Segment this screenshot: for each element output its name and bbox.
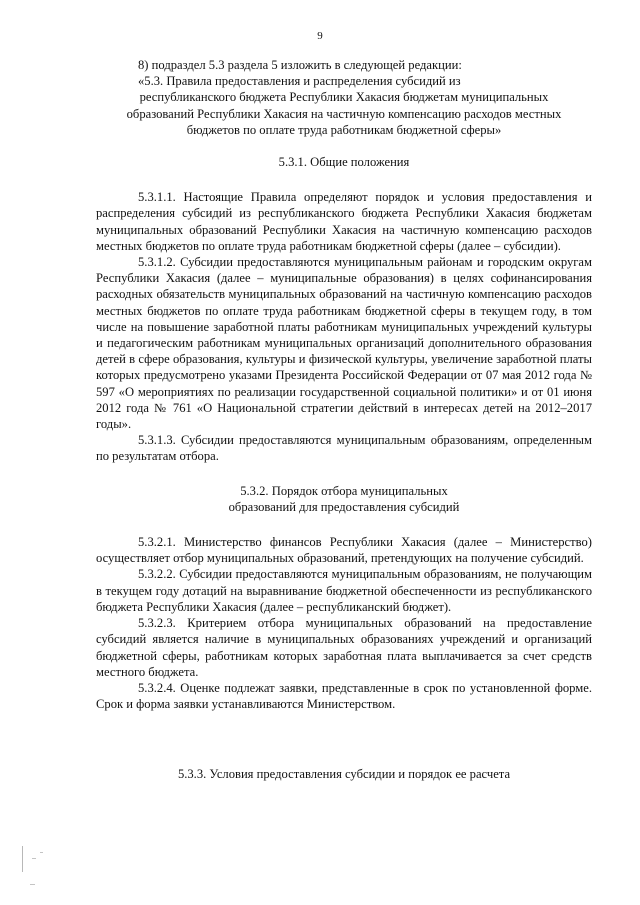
- paragraph-5321: 5.3.2.1. Министерство финансов Республики Хакасия (далее – Министерство) осуществляет отбор муниципальных образований, претендующих на получение субсидий.: [96, 535, 592, 566]
- rules-title-line-4: бюджетов по оплате труда работникам бюджетной сферы»: [186, 122, 502, 137]
- scan-artifact: [22, 846, 33, 872]
- paragraph-5324: 5.3.2.4. Оценке подлежат заявки, представленные в срок по установленной форме. Срок и форма заявки устанавливаются Министерством.: [96, 680, 592, 712]
- scan-artifact-dot: [32, 858, 36, 859]
- section-533-title: 5.3.3. Условия предоставления субсидии и порядок ее расчета: [177, 767, 511, 782]
- paragraph-5323: 5.3.2.3. Критерием отбора муниципальных образований на предоставление субсидий является наличие в муниципальных образованиях учреждений и организаций бюджетной сферы, работникам которых заработная плата выплачивается за счет средств местного бюджета.: [96, 616, 592, 679]
- section-532-title-line-2: образований для предоставления субсидий: [228, 499, 460, 514]
- rules-title-line-2: республиканского бюджета Республики Хакасия бюджетам муниципальных: [139, 90, 549, 105]
- rules-title-line-1: «5.3. Правила предоставления и распределения субсидий из: [138, 74, 461, 89]
- paragraph-5313: 5.3.1.3. Субсидии предоставляются муниципальным образованиям, определенным по результатам отбора.: [96, 433, 592, 464]
- paragraph-5311: 5.3.1.1. Настоящие Правила определяют порядок и условия предоставления и распределения субсидий из республиканского бюджета Республики Хакасия бюджетам муниципальных образований Республики Хакасия на частичную компенсацию расходов местных бюджетов по оплате труда работникам бюджетной сферы (далее – субсидии).: [96, 190, 592, 253]
- section-532-title: [96, 483, 592, 515]
- section-532-title-line-1: 5.3.2. Порядок отбора муниципальных: [240, 483, 448, 498]
- paragraph-5322: 5.3.2.2. Субсидии предоставляются муниципальным образованиям, не получающим в текущем году дотаций на выравнивание бюджетной обеспеченности из республиканского бюджета Республики Хакасия (далее – республиканский бюджет).: [96, 567, 592, 614]
- section-531-title: 5.3.1. Общие положения: [278, 155, 410, 170]
- scan-artifact-dot: [40, 852, 43, 853]
- amendment-item-8: 8) подраздел 5.3 раздела 5 изложить в следующей редакции:: [138, 58, 462, 72]
- paragraph-5312: 5.3.1.2. Субсидии предоставляются муниципальным районам и городским округам Республики Хакасия (далее – муниципальные образования) в целях софинансирования расходных обязательств муниципальных образований на частичную компенсацию расходов местных бюджетов по оплате труда работникам бюджетной сферы в текущем году, в том числе на повышение заработной платы работникам муниципальных учреждений культуры и педагогическим работникам муниципальных организаций дополнительного образования детей в сфере образования, культуры и физической культуры, увеличение заработной платы которых предусмотрено указами Президента Российской Федерации от 07 мая 2012 года № 597 «О мероприятиях по реализации государственной социальной политики» и от 01 июня 2012 года № 761 «О Национальной стратегии действий в интересах детей на 2012–2017 годы».: [96, 255, 592, 432]
- document-body: [96, 57, 592, 783]
- rules-title: [96, 73, 592, 138]
- scan-artifact-dot: [30, 884, 35, 885]
- rules-title-line-3: образований Республики Хакасия на частичную компенсацию расходов местных: [126, 106, 562, 121]
- page-number: 9: [317, 30, 323, 42]
